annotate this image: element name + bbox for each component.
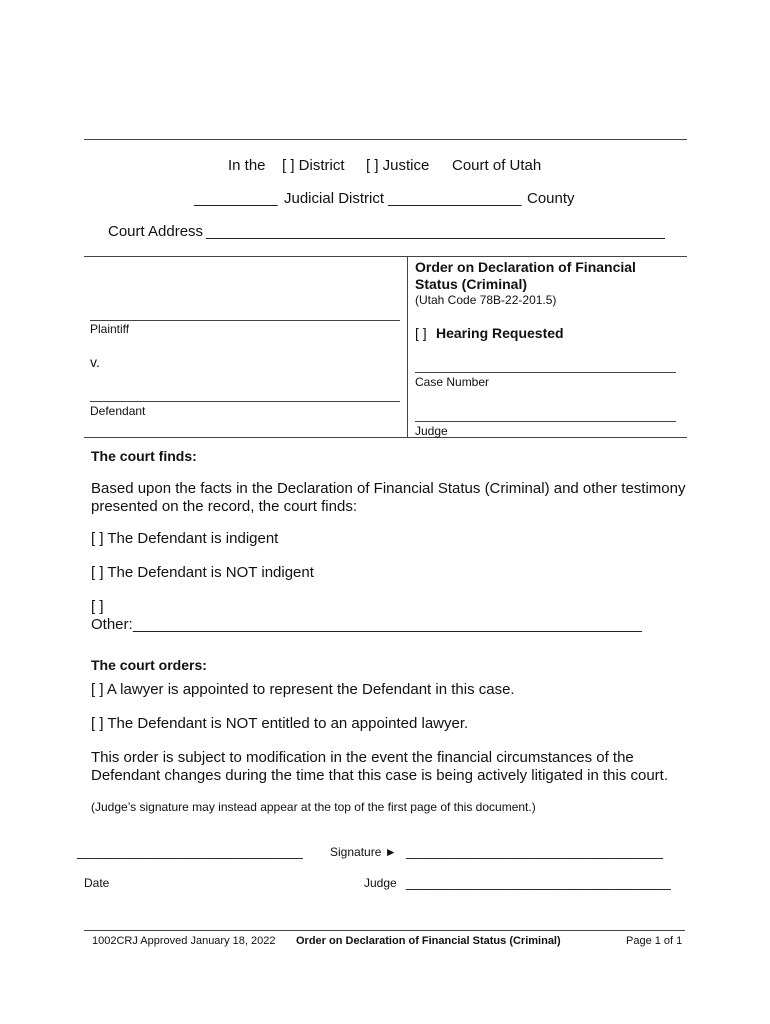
signature-field[interactable]: _________________________________: [406, 843, 663, 859]
plaintiff-label: Plaintiff: [90, 322, 130, 336]
footer-page-number: Page 1 of 1: [626, 935, 683, 947]
date-label: Date: [84, 876, 110, 890]
indigent-checkbox[interactable]: [ ] The Defendant is indigent: [91, 530, 279, 547]
caption-divider: [407, 256, 408, 437]
caption-top-rule: [84, 256, 687, 257]
judicial-district-field[interactable]: __________: [194, 190, 278, 207]
modification-note: This order is subject to modification in the event the financial circumstances of the Defendant changes during the time that this case is being actively litigated in this court.: [91, 749, 668, 784]
judge-name-field[interactable]: __________________________________: [406, 874, 671, 890]
versus-label: v.: [90, 354, 100, 370]
court-of-utah-label: Court of Utah: [452, 157, 542, 174]
case-number-line[interactable]: [415, 372, 676, 373]
judicial-district-label: Judicial District: [284, 190, 385, 207]
justice-checkbox[interactable]: [ ] Justice: [366, 157, 430, 174]
in-the-label: In the: [228, 157, 266, 174]
other-label: Other:: [91, 616, 133, 633]
defendant-line[interactable]: [90, 401, 400, 402]
top-rule: [84, 139, 687, 140]
other-checkbox[interactable]: [ ]: [91, 598, 104, 615]
judge-line[interactable]: [415, 421, 676, 422]
orders-heading: The court orders:: [91, 657, 207, 673]
plaintiff-line[interactable]: [90, 320, 400, 321]
date-field[interactable]: _____________________________: [77, 843, 303, 859]
footer-form-id: 1002CRJ Approved January 18, 2022: [92, 935, 276, 947]
judge-label: Judge: [415, 424, 448, 438]
caption-bottom-rule: [84, 437, 687, 438]
findings-intro: Based upon the facts in the Declaration of Financial Status (Criminal) and other testimony presented on the record, the court finds:: [91, 480, 686, 515]
hearing-requested-checkbox[interactable]: [ ]: [415, 325, 427, 341]
signature-note: (Judge’s signature may instead appear at the top of the first page of this document.): [91, 800, 536, 814]
other-field[interactable]: _____________________________________________________________: [133, 616, 642, 633]
document-title-line1: Order on Declaration of Financial: [415, 259, 636, 275]
code-reference: (Utah Code 78B-22-201.5): [415, 293, 557, 307]
hearing-requested-label: Hearing Requested: [436, 325, 564, 341]
lawyer-appointed-checkbox[interactable]: [ ] A lawyer is appointed to represent the Defendant in this case.: [91, 681, 515, 698]
county-label: County: [527, 190, 575, 207]
judge-name-label: Judge: [364, 876, 397, 890]
document-title-line2: Status (Criminal): [415, 276, 528, 292]
defendant-label: Defendant: [90, 404, 146, 418]
district-checkbox[interactable]: [ ] District: [282, 157, 345, 174]
not-entitled-checkbox[interactable]: [ ] The Defendant is NOT entitled to an appointed lawyer.: [91, 715, 469, 732]
county-field[interactable]: ________________: [388, 190, 522, 207]
footer-rule: [84, 930, 685, 931]
case-number-label: Case Number: [415, 375, 490, 389]
findings-heading: The court finds:: [91, 448, 197, 464]
court-address-label: Court Address: [108, 223, 204, 240]
footer-form-title: Order on Declaration of Financial Status (Criminal): [296, 935, 561, 947]
signature-label: Signature ►: [330, 845, 397, 859]
court-address-field[interactable]: _______________________________________________________: [206, 223, 665, 240]
not-indigent-checkbox[interactable]: [ ] The Defendant is NOT indigent: [91, 564, 314, 581]
